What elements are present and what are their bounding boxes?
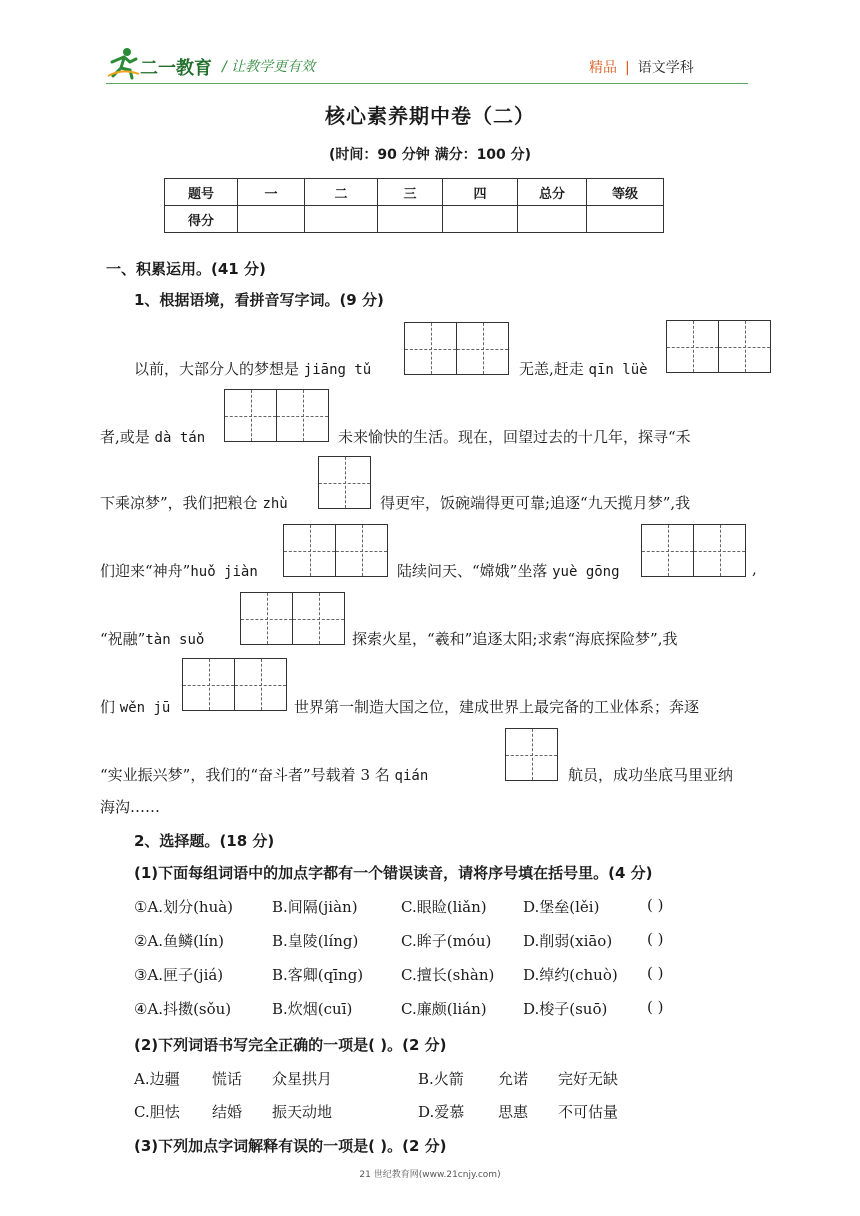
tian-cell[interactable]: [693, 524, 746, 577]
header-divider: [106, 83, 748, 84]
option-a: 划分(huà): [163, 898, 234, 916]
option-d: D.堡垒(lěi): [523, 898, 600, 916]
subquestion-heading: (2)下列词语书写完全正确的一项是( )。(2 分): [134, 1036, 447, 1054]
option-b: B.客卿(qīng): [272, 966, 364, 984]
option-a: 匣子(jiá): [163, 966, 224, 984]
option-a-word1: A.边疆: [134, 1070, 180, 1088]
score-cell[interactable]: [443, 206, 518, 233]
score-cell[interactable]: [238, 206, 305, 233]
option-a: 抖擞(sǒu): [163, 1000, 232, 1018]
pinyin: huǒ jiàn: [190, 564, 258, 580]
option-c: C.眸子(móu): [401, 932, 492, 950]
option-d-word3: 不可估量: [558, 1103, 619, 1121]
passage-text: “祝融”: [100, 630, 146, 648]
runner-logo-icon: [106, 46, 140, 80]
pinyin: dà tán: [154, 430, 206, 446]
score-header-cell: 四: [443, 179, 518, 206]
subquestion-heading: (3)下列加点字词解释有误的一项是( )。(2 分): [134, 1137, 447, 1155]
option-d: D.梭子(suō): [523, 1000, 608, 1018]
score-table: [164, 178, 664, 233]
row-number: ③A.: [134, 966, 164, 984]
passage-line: [100, 696, 170, 717]
passage-text: 无恙,赶走: [519, 360, 589, 378]
passage-text: 探索火星，“羲和”追逐太阳;求索“海底探险梦”,我: [352, 630, 678, 648]
score-cell[interactable]: [518, 206, 587, 233]
option-a-word3: 众星拱月: [272, 1070, 333, 1088]
logo-text: 二一教育: [140, 58, 212, 79]
passage-line: [134, 358, 371, 379]
tian-cell[interactable]: [666, 320, 719, 373]
passage-line: [519, 358, 648, 379]
option-c: C.擅长(shàn): [401, 966, 495, 984]
tian-cell[interactable]: [182, 658, 235, 711]
quality-tag: 精品: [589, 60, 617, 76]
answer-grid[interactable]: [404, 322, 509, 375]
score-header-cell: 二: [305, 179, 378, 206]
passage-text: 海沟……: [100, 798, 161, 816]
passage-text: “实业振兴梦”，我们的“奋斗者”号载着 3 名: [100, 766, 395, 784]
answer-blank[interactable]: ( ): [647, 896, 664, 914]
passage-text: 以前，大部分人的梦想是: [134, 360, 304, 378]
option-c-word1: C.胆怯: [134, 1103, 180, 1121]
section-heading: 一、积累运用。(41 分): [106, 260, 266, 278]
pinyin: zhù: [262, 496, 288, 512]
answer-grid[interactable]: [240, 592, 345, 645]
pinyin: qián: [394, 768, 429, 784]
passage-text: 未来愉快的生活。现在，回望过去的十几年，探寻“禾: [338, 428, 691, 446]
option-c-word2: 结婚: [212, 1103, 243, 1121]
tag-separator: |: [625, 60, 630, 76]
passage-text: 航员，成功坐底马里亚纳: [568, 766, 734, 784]
slogan: / 让教学更有效: [222, 59, 316, 75]
tian-cell[interactable]: [456, 322, 509, 375]
tian-cell[interactable]: [718, 320, 771, 373]
tian-cell[interactable]: [318, 456, 371, 509]
pinyin: jiāng tǔ: [303, 362, 372, 378]
subquestion-heading: (1)下面每组词语中的加点字都有一个错误读音，请将序号填在括号里。(4 分): [134, 864, 653, 882]
option-b-word2: 允诺: [498, 1070, 529, 1088]
subject-label: 语文学科: [637, 60, 694, 76]
option-d: D.绰约(chuò): [523, 966, 618, 984]
passage-text: 得更牢，饭碗端得更可靠;追逐“九天揽月梦”,我: [380, 494, 691, 512]
option-a-word2: 慌话: [212, 1070, 243, 1088]
score-header-cell: 一: [238, 179, 305, 206]
answer-grid[interactable]: [318, 456, 371, 509]
passage-line: [100, 764, 428, 785]
score-cell[interactable]: [587, 206, 664, 233]
score-header-cell: 等级: [587, 179, 664, 206]
passage-text: 们迎来“神舟”: [100, 562, 191, 580]
row-number: ①A.: [134, 898, 164, 916]
answer-grid[interactable]: [641, 524, 746, 577]
answer-blank[interactable]: ( ): [647, 930, 664, 948]
tian-cell[interactable]: [276, 389, 329, 442]
score-cell[interactable]: [378, 206, 443, 233]
option-b-word3: 完好无缺: [558, 1070, 619, 1088]
row-number: ②A.: [134, 932, 164, 950]
passage-line: [100, 560, 258, 581]
option-row: [134, 964, 223, 985]
passage-text: 们: [100, 698, 120, 716]
answer-grid[interactable]: [666, 320, 771, 373]
option-b-word1: B.火箭: [418, 1070, 464, 1088]
pinyin: qīn lüè: [588, 362, 648, 378]
pinyin: yuè gōng: [552, 564, 620, 580]
passage-line: [100, 628, 204, 649]
answer-blank[interactable]: ( ): [647, 964, 664, 982]
answer-grid[interactable]: [283, 524, 388, 577]
page-title: 核心素养期中卷（二）: [325, 104, 535, 128]
option-d-word2: 思惠: [498, 1103, 529, 1121]
tian-cell[interactable]: [505, 728, 558, 781]
tian-cell[interactable]: [641, 524, 694, 577]
passage-text: 陆续问天、“嫦娥”坐落: [397, 562, 553, 580]
passage-text: 世界第一制造大国之位，建成世界上最完备的工业体系；奔逐: [294, 698, 700, 716]
pinyin: tàn suǒ: [145, 632, 205, 648]
passage-text: 下乘凉梦”，我们把粮仓: [100, 494, 263, 512]
passage-line: [100, 426, 205, 447]
option-b: B.皇陵(líng): [272, 932, 359, 950]
score-header-cell: 总分: [518, 179, 587, 206]
passage-line: [100, 492, 288, 513]
row-number: ④A.: [134, 1000, 164, 1018]
tian-cell[interactable]: [335, 524, 388, 577]
tian-cell[interactable]: [224, 389, 277, 442]
option-row: [134, 930, 224, 951]
passage-text: 者,或是: [100, 428, 155, 446]
pinyin: wěn jū: [119, 700, 171, 716]
tian-cell[interactable]: [404, 322, 457, 375]
subject-tag: [589, 57, 694, 77]
option-row: [134, 998, 231, 1019]
answer-grid[interactable]: [182, 658, 287, 711]
tian-cell[interactable]: [240, 592, 293, 645]
option-d-word1: D.爱慕: [418, 1103, 465, 1121]
score-row-label: 得分: [165, 206, 238, 233]
question-heading: 2、选择题。(18 分): [134, 832, 275, 850]
option-c: C.眼睑(liǎn): [401, 898, 487, 916]
option-d: D.削弱(xiāo): [523, 932, 613, 950]
question-heading: 1、根据语境，看拼音写字词。(9 分): [134, 291, 384, 309]
page-footer: 21 世纪教育网(www.21cnjy.com): [359, 1170, 501, 1180]
option-b: B.炊烟(cuī): [272, 1000, 353, 1018]
exam-info: (时间：90 分钟 满分：100 分): [328, 147, 532, 163]
passage-line: [397, 560, 620, 581]
logo: [106, 46, 140, 80]
answer-blank[interactable]: ( ): [647, 998, 664, 1016]
score-header-cell: 题号: [165, 179, 238, 206]
answer-grid[interactable]: [224, 389, 329, 442]
tian-cell[interactable]: [292, 592, 345, 645]
option-c-word3: 振天动地: [272, 1103, 333, 1121]
passage-text: ,: [752, 560, 757, 578]
answer-grid[interactable]: [505, 728, 558, 781]
score-cell[interactable]: [305, 206, 378, 233]
option-b: B.间隔(jiàn): [272, 898, 358, 916]
tian-cell[interactable]: [283, 524, 336, 577]
option-row: [134, 896, 233, 917]
option-c: C.廉颇(lián): [401, 1000, 487, 1018]
tian-cell[interactable]: [234, 658, 287, 711]
score-table-score-row: [165, 206, 664, 233]
score-header-cell: 三: [378, 179, 443, 206]
score-table-header-row: [165, 179, 664, 206]
option-a: 鱼鳞(lín): [163, 932, 225, 950]
